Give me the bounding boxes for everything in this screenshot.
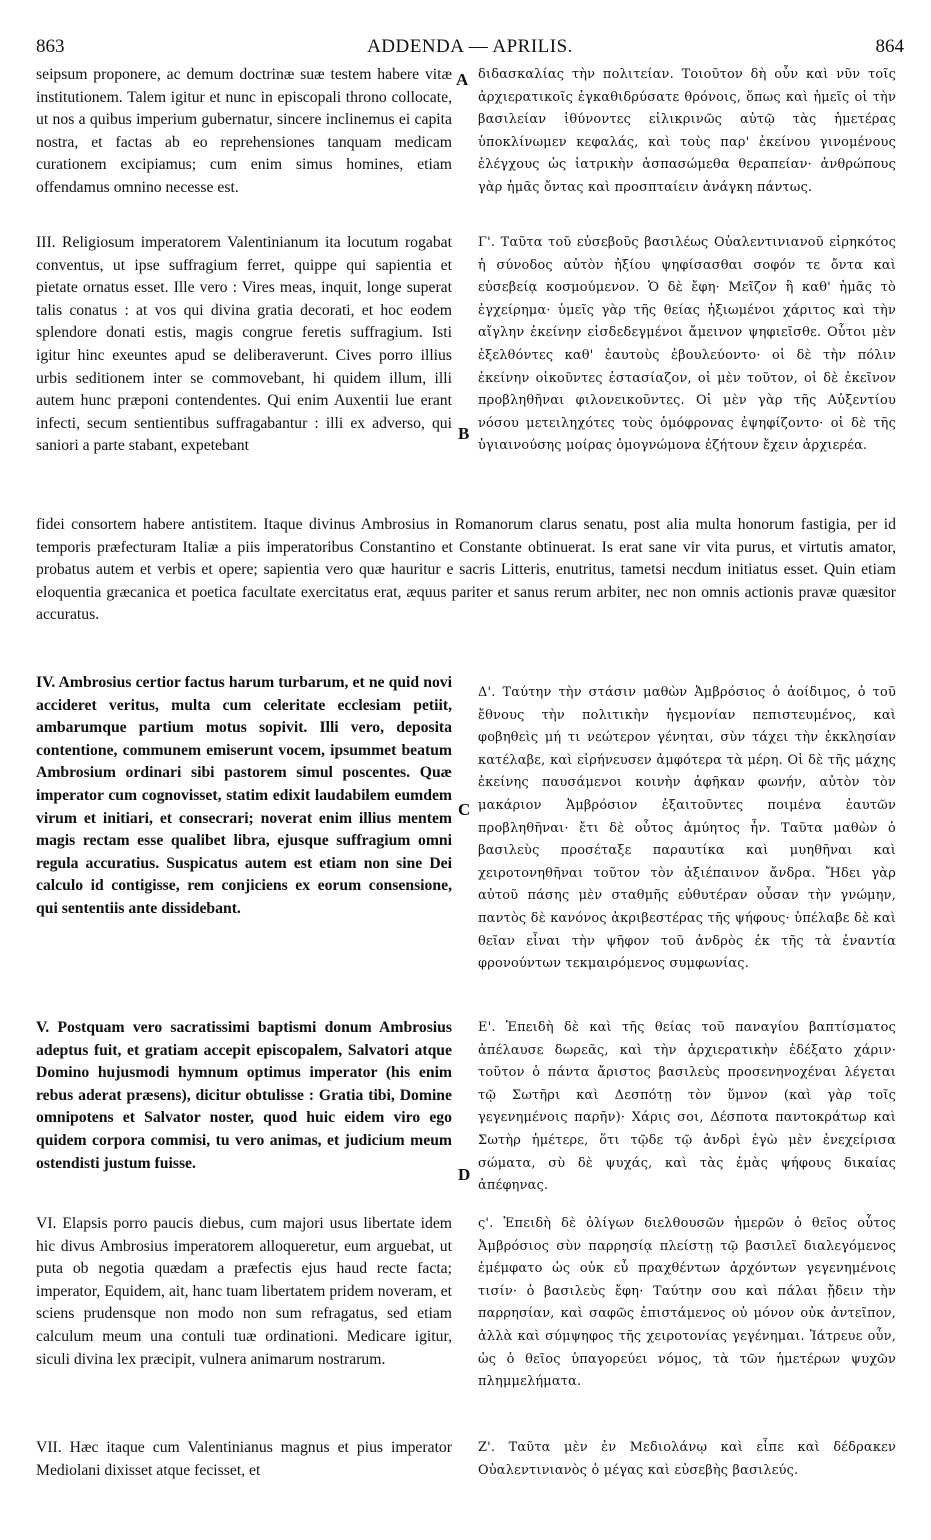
- margin-marker-c: C: [458, 800, 471, 819]
- page-header: [36, 36, 904, 62]
- greek-paragraph-7: Ζ'. Ταῦτα μὲν ἐν Μεδιολάνῳ καὶ εἶπε καὶ δέδρακεν Οὐαλεντινιανὸς ὁ μέγας καὶ εὐσεβὴς βασιλεύς.: [478, 1440, 896, 1478]
- greek-paragraph-3: Γ'. Ταῦτα τοῦ εὐσεβοῦς βασιλέως Οὐαλεντινιανοῦ εἰρηκότος ἡ σύνοδος αὐτὸν ἠξίου ψηφίσασθαι σοφόν τε ὄντα καὶ εὐσεβείᾳ κοσμούμενον. Ὁ δὲ ἔφη· Μεῖζον ἢ καθ' ἡμᾶς τὸ ἐγχείρημα· ὑμεῖς γὰρ τῆς θείας ἠξιωμένοι χάριτος καὶ τὴν αἴγλην ἐκείνην εἰσδεδεγμένοι ἄμεινον ψηφιεῖσθε. Οὗτοι μὲν ἐξελθόντες καθ' ἑαυτοὺς ἐβουλεύοντο· οἱ δὲ τὴν πόλιν ἐκείνην οἰκοῦντες ἐστασίαζον, οἱ μὲν τοῦτον, οἱ δὲ ἐκεῖνον προβληθῆναι φιλονεικοῦντες. Οἱ μὲν γὰρ τῆς Αὐξεντίου νόσου μετειληχότες τοὺς ὁμόφρονας ἐψηφίζοντο· οἱ δὲ τῆς ὑγιαινούσης μοίρας ὁμογνώμονα ἐζήτουν ἔχειν ἀρχιερέα.: [478, 235, 896, 454]
- greek-paragraph-5: Ε'. Ἐπειδὴ δὲ καὶ τῆς θείας τοῦ παναγίου βαπτίσματος ἀπέλαυσε δωρεᾶς, καὶ τὴν ἀρχιερατικὴν ἐδέξατο χάριν· τοῦτον ὁ πάντα ἄριστος βασιλεὺς προσενηνοχέναι λέγεται τῷ Σωτῆρι καὶ Δεσπότῃ τὸν ὕμνον (καὶ γὰρ τοῖς γεγενημένοις παρῆν)· Χάρις σοι, Δέσποτα παντοκράτωρ καὶ Σωτὴρ ἡμέτερε, ὅτι τῷδε τῷ ἀνδρὶ ἐγὼ μὲν ἐνεχείρισα σώματα, σὺ δὲ ψυχάς, καὶ τὰς ἐμὰς ψήφους δικαίας ἀπέφηνας.: [478, 1020, 896, 1194]
- latin-paragraph-2-end: seipsum proponere, ac demum doctrinæ suæ testem habere vitæ institutionem. Talem igitur et nunc in episcopali throno collocate, ut nos a quibus imperium gubernatur, sincere inclinemus ei capita nostra, et factas ab eo reprehensiones tanquam medicam curationem excipiamus; cum enim simus homines, etiam offendamus omnino necesse est.: [36, 66, 452, 196]
- latin-paragraph-6: VI. Elapsis porro paucis diebus, cum majori usus libertate idem hic divus Ambrosius imperatorem alloqueretur, eum arguebat, ut puta ob negotia quædam a præfectis ejus haud recte facta; imperator, Equidem, ait, hanc tuam libertatem pridem noveram, et sciens prudensque non modo non sum refragatus, sed etiam calculum meum una contuli tuæ ordinationi. Medicare igitur, siculi divina lex præcipit, vulnera animarum nostrarum.: [36, 1215, 452, 1368]
- running-title: ADDENDA — APRILIS.: [367, 36, 573, 57]
- margin-marker-b: B: [458, 424, 470, 443]
- latin-paragraph-4: IV. Ambrosius certior factus harum turbarum, et ne quid novi accideret veritus, multa cum celeritate ecclesiam petiit, ambarumque partium motus sopivit. Illi vero, deposita contentione, communem emiserunt vocem, ipsummet beatum Ambrosium ordinari sibi pastorem simul poscentes. Quæ imperator cum cognovisset, statim edixit laudabilem eumdem virum et initiari, et consecrari; noverat enim illius mentem magis rectam esse qualibet libra, ejusque suffragium omni regula accuratius. Suspicatus autem est etiam non sine Dei calculo id contigisse, rem conjiciens ex eorum consensione, qui sententiis ante dissidebant.: [36, 674, 452, 917]
- latin-paragraph-3: III. Religiosum imperatorem Valentinianum ita locutum rogabat conventus, ut ipse suffragium ferret, quippe qui sapientia et pietate ornatus esset. Ille vero : Vires meas, inquit, longe superat talis conatus : at vos qui divina gratia decorati, et hoc eodem splendore donati estis, magis congrue feretis suffragium. Isti igitur hinc exeuntes apud se deliberaverunt. Cives porro illius urbis seditionem inter se commovebant, hi quidem illum, illi autem hunc præponi contendentes. Qui enim Auxentii lue erant infecti, secum sentientibus suffragabantur : illi ex adverso, qui saniori a parte stabant, expetebant: [36, 234, 452, 455]
- latin-paragraph-7: VII. Hæc itaque cum Valentinianus magnus et pius imperator Mediolani dixisset atque fecisset, et: [36, 1439, 452, 1479]
- latin-paragraph-3-fullwidth: fidei consortem habere antistitem. Itaque divinus Ambrosius in Romanorum clarus senatu, post alia multa honorum fastigia, per id temporis præfecturam Italiæ a piis imperatoribus Constantino et Constante obtinuerat. Is erat sane vir vita purus, et virtutis amator, probatus autem et verbis et opere; sapientia vero quæ hauritur e sacris Litteris, enutritus, tametsi necdum initiatus esset. Quin etiam eloquentia græcanica et poetica facultate exercitatus erat, æquus pariter et sanus rerum arbiter, nec non omnis actionis pravæ quæsitor accuratus.: [36, 516, 896, 624]
- greek-paragraph-4: Δ'. Ταύτην τὴν στάσιν μαθὼν Ἀμβρόσιος ὁ ἀοίδιμος, ὁ τοῦ ἔθνους τὴν πολιτικὴν ἡγεμονίαν πεπιστευμένος, καὶ φοβηθεὶς μή τι νεώτερον γένηται, σὺν τάχει τὴν ἐκκλησίαν κατέλαβε, καὶ εἰρήνευσεν ἀμφότερα τὰ μέρη. Οἱ δὲ τῆς μάχης ἐκείνης παυσάμενοι κοινὴν ἀφῆκαν φωνήν, αὐτὸν τὸν μακάριον Ἀμβρόσιον ἐξαιτοῦντες ποιμένα ἑαυτῶν προβληθῆναι· ἔτι δὲ οὗτος ἀμύητος ἦν. Ταῦτα μαθὼν ὁ βασιλεὺς προσέταξε παραυτίκα καὶ μυηθῆναι καὶ χειροτονηθῆναι τοῦτον τὸν ἀξιέπαινον ἄνδρα. Ἤδει γὰρ αὐτοῦ πάσης μὲν σταθμῆς εὐθυτέραν οὖσαν τὴν γνώμην, παντὸς δὲ κανόνος ἀκριβεστέρας τῆς ψήφους· ὑπέλαβε δὲ καὶ θεῖαν εἶναι τὴν ψῆφον τοῦ ἀνδρὸς ἐκ τῆς τὰ ἐναντία φρονούντων τεκμαιρόμενος συμφωνίας.: [478, 685, 896, 972]
- page-number-left: 863: [36, 36, 65, 57]
- page-number-right: 864: [875, 36, 904, 57]
- latin-paragraph-5: V. Postquam vero sacratissimi baptismi donum Ambrosius adeptus fuit, et gratiam accepit episcopalem, Salvatori atque Domino hujusmodi hymnum optimus imperator (his enim rebus aderat præsens), dicitur obtulisse : Gratia tibi, Domine omnipotens et Salvator noster, quod huic eidem viro ego quidem corpora commisi, tu vero animas, et judicium meum ostendisti justum fuisse.: [36, 1019, 452, 1172]
- margin-marker-d: D: [458, 1165, 471, 1184]
- margin-marker-a: A: [456, 70, 469, 89]
- greek-paragraph-2-end: διδασκαλίας τὴν πολιτείαν. Τοιοῦτον δὴ οὖν καὶ νῦν τοῖς ἀρχιερατικοῖς ἐγκαθιδρύσατε θρόνοις, ὅπως καὶ ἡμεῖς οἱ τὴν βασιλείαν ἰθύνοντες εἰλικρινῶς αὐτῷ τὰς ἡμετέρας ὑποκλίνωμεν κεφαλάς, καὶ τοὺς παρ' ἐκείνου γινομένους ἐλέγχους ὡς ἰατρικὴν ἀσπασώμεθα θεραπείαν· ἀνθρώπους γὰρ ἡμᾶς ὄντας καὶ προσπταίειν ἀνάγκη πάντως.: [478, 67, 896, 195]
- greek-paragraph-6: ς'. Ἐπειδὴ δὲ ὀλίγων διελθουσῶν ἡμερῶν ὁ θεῖος οὗτος Ἀμβρόσιος σὺν παρρησίᾳ πλείστῃ τῷ βασιλεῖ διαλεγόμενος ἐμέμφατο ὡς οὐκ εὖ πραχθέντων ἀρχόντων γεγενημένοις τισίν· ὁ βασιλεὺς ἔφη· Ταύτην σου καὶ πάλαι ᾔδειν τὴν παρρησίαν, καὶ σαφῶς ἐπιστάμενος οὐ μόνον οὐκ ἀντεῖπον, ἀλλὰ καὶ σύμψηφος τῆς χειροτονίας γεγένημαι. Ἰάτρευε οὖν, ὡς ὁ θεῖος ὑπαγορεύει νόμος, τὰ τῶν ἡμετέρων ψυχῶν πλημμελήματα.: [478, 1216, 896, 1390]
